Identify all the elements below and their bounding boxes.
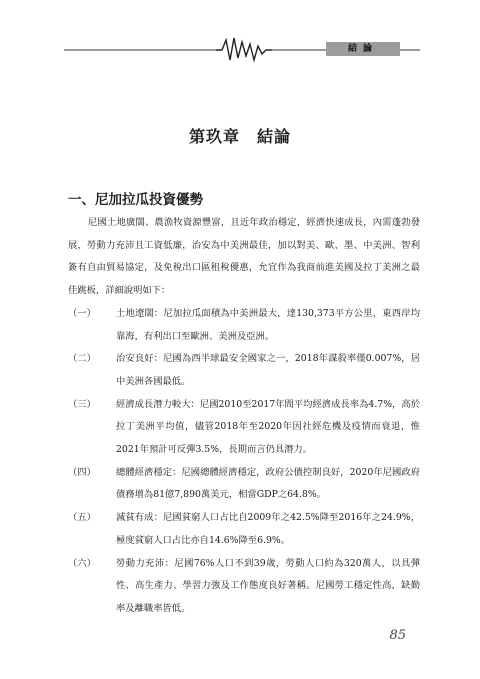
list-item [68,553,420,621]
running-title: 結論 [326,42,400,56]
list-item-text: 治安良好：尼國為西半球最安全國家之一，2018年謀殺率僅0.007%，居中美洲各國最低。 [116,353,420,387]
list-item-text: 土地遼闊：尼加拉瓜面積為中美洲最大，達130,373平方公里，東西岸均靠海，有利出口至歐洲、美洲及亞洲。 [116,307,420,342]
page-number: 85 [389,628,406,643]
list-item [68,348,420,393]
section-title: 一、尼加拉瓜投資優勢 [68,192,203,208]
chapter-title: 第玖章 結論 [188,127,291,146]
list-item-number: （一） [68,307,96,319]
list-item-number: （二） [68,353,96,365]
heartbeat-line-icon [216,38,272,60]
body-text [68,212,420,621]
header-ornament [0,0,480,70]
list-item-text: 經濟成長潛力較大：尼國2010至2017年間平均經濟成長率為4.7%，高於拉丁美洲平均值，儘管2018年至2020年因社經危機及疫情而衰退，惟2021年預計可反彈3.5%，長期而言仍具潛力。 [116,398,420,456]
list-item [68,394,420,462]
list-item-number: （五） [68,512,96,524]
list-item-number: （三） [68,398,96,410]
list-item [68,462,420,507]
list-item-number: （六） [68,557,96,569]
list-item [68,303,420,348]
list-item [68,507,420,552]
list-item-text: 減貧有成：尼國貧窮人口占比自2009年之42.5%降至2016年之24.9%，極度貧窮人口占比亦自14.6%降至6.9%。 [116,512,420,546]
list-item-text: 總體經濟穩定：尼國總體經濟穩定，政府公債控制良好，2020年尼國政府債務增為81億7,890萬美元，相當GDP之64.8%。 [116,466,420,501]
running-header [0,0,480,70]
list-item-text: 勞動力充沛：尼國76%人口不到39歲，勞動人口約為320萬人，以具彈性、高生產力、學習力強及工作態度良好著稱。尼國勞工穩定性高，缺勤率及離職率皆低。 [116,557,420,614]
list-item-number: （四） [68,466,96,478]
intro-paragraph: 尼國土地廣闊、農漁牧資源豐富，且近年政治穩定，經濟快速成長，內需蓬勃發展，勞動力充沛且工資低廉，治安為中美洲最佳，加以對美、歐、墨、中美洲、智利簽有自由貿易協定，及免稅出口區租稅優惠，允宜作為我商前進美國及拉丁美洲之最佳跳板，詳細說明如下： [68,217,420,297]
